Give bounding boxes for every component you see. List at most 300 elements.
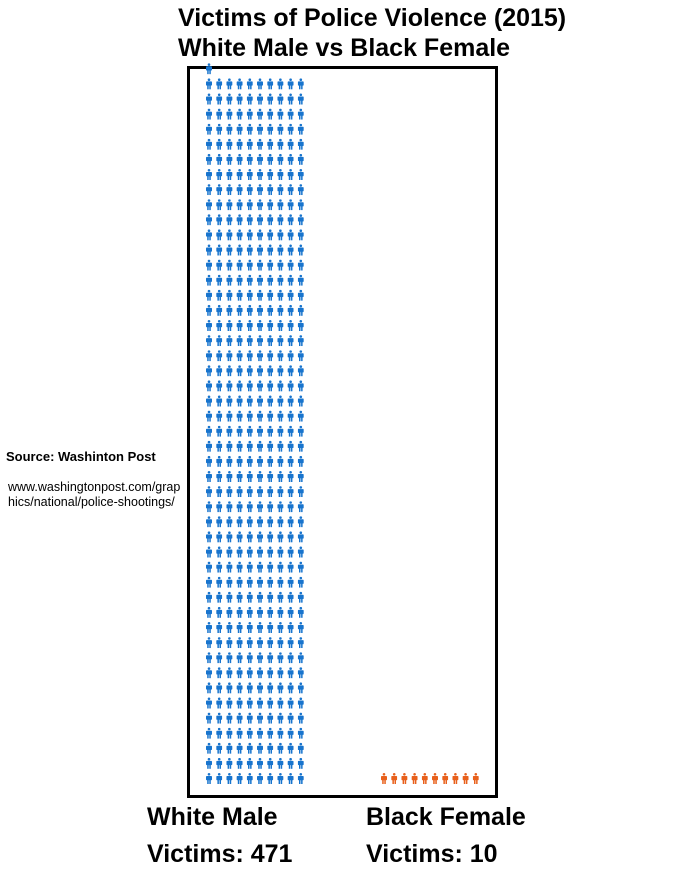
person-icon [257, 547, 263, 558]
person-icon [206, 245, 212, 256]
person-icon [257, 350, 263, 361]
person-icon [288, 531, 294, 542]
person-icon [247, 713, 253, 724]
person-icon [267, 652, 273, 663]
person-icon [463, 773, 469, 784]
person-icon [288, 637, 294, 648]
person-icon [206, 229, 212, 240]
person-icon [226, 652, 232, 663]
person-icon [226, 682, 232, 693]
person-icon [226, 667, 232, 678]
person-icon [226, 547, 232, 558]
person-icon [288, 139, 294, 150]
person-icon [267, 124, 273, 135]
person-icon [206, 124, 212, 135]
person-icon [298, 758, 304, 769]
person-icon [267, 199, 273, 210]
person-icon [216, 275, 222, 286]
person-icon [206, 637, 212, 648]
person-icon [298, 245, 304, 256]
person-icon [267, 350, 273, 361]
person-icon [288, 411, 294, 422]
person-icon [237, 124, 243, 135]
person-icon [237, 456, 243, 467]
person-icon [298, 698, 304, 709]
person-icon [237, 577, 243, 588]
person-icon [288, 456, 294, 467]
person-icon [267, 682, 273, 693]
person-icon [206, 743, 212, 754]
person-icon [277, 335, 283, 346]
person-icon [216, 229, 222, 240]
person-icon [298, 320, 304, 331]
person-icon [288, 441, 294, 452]
person-icon [267, 622, 273, 633]
person-icon [206, 63, 212, 74]
person-icon [267, 109, 273, 120]
person-icon [257, 728, 263, 739]
person-icon [206, 682, 212, 693]
person-icon [267, 335, 273, 346]
pictogram-chart [190, 69, 495, 795]
person-icon [267, 516, 273, 527]
icon-group-white-male [206, 63, 304, 784]
person-icon [226, 320, 232, 331]
person-icon [277, 380, 283, 391]
person-icon [247, 728, 253, 739]
person-icon [267, 396, 273, 407]
person-icon [216, 199, 222, 210]
person-icon [267, 380, 273, 391]
person-icon [216, 471, 222, 482]
person-icon [247, 698, 253, 709]
person-icon [216, 290, 222, 301]
person-icon [226, 637, 232, 648]
person-icon [298, 547, 304, 558]
person-icon [288, 320, 294, 331]
person-icon [257, 743, 263, 754]
person-icon [206, 184, 212, 195]
person-icon [226, 396, 232, 407]
person-icon [226, 411, 232, 422]
person-icon [288, 214, 294, 225]
person-icon [216, 380, 222, 391]
person-icon [226, 728, 232, 739]
person-icon [277, 547, 283, 558]
person-icon [267, 245, 273, 256]
person-icon [216, 245, 222, 256]
person-icon [298, 728, 304, 739]
person-icon [257, 562, 263, 573]
person-icon [298, 275, 304, 286]
person-icon [247, 320, 253, 331]
person-icon [247, 245, 253, 256]
person-icon [277, 350, 283, 361]
person-icon [216, 682, 222, 693]
person-icon [226, 486, 232, 497]
person-icon [226, 154, 232, 165]
person-icon [206, 154, 212, 165]
person-icon [267, 229, 273, 240]
person-icon [237, 547, 243, 558]
person-icon [298, 139, 304, 150]
person-icon [288, 124, 294, 135]
person-icon [216, 260, 222, 271]
person-icon [277, 426, 283, 437]
person-icon [247, 667, 253, 678]
person-icon [277, 396, 283, 407]
person-icon [237, 441, 243, 452]
person-icon [237, 396, 243, 407]
person-icon [247, 229, 253, 240]
person-icon [247, 290, 253, 301]
person-icon [257, 245, 263, 256]
person-icon [257, 411, 263, 422]
person-icon [237, 154, 243, 165]
person-icon [267, 547, 273, 558]
person-icon [247, 124, 253, 135]
person-icon [237, 743, 243, 754]
person-icon [226, 169, 232, 180]
person-icon [277, 365, 283, 376]
person-icon [298, 365, 304, 376]
source-url: www.washingtonpost.com/graphics/national/police-shootings/ [8, 480, 181, 509]
person-icon [267, 169, 273, 180]
person-icon [257, 275, 263, 286]
person-icon [247, 169, 253, 180]
person-icon [247, 426, 253, 437]
person-icon [298, 743, 304, 754]
person-icon [206, 607, 212, 618]
person-icon [247, 350, 253, 361]
person-icon [206, 592, 212, 603]
person-icon [206, 577, 212, 588]
person-icon [216, 713, 222, 724]
person-icon [247, 773, 253, 784]
person-icon [206, 411, 212, 422]
person-icon [267, 773, 273, 784]
person-icon [216, 562, 222, 573]
person-icon [277, 78, 283, 89]
person-icon [267, 471, 273, 482]
person-icon [288, 758, 294, 769]
person-icon [206, 501, 212, 512]
person-icon [247, 531, 253, 542]
person-icon [257, 698, 263, 709]
person-icon [277, 229, 283, 240]
person-icon [288, 682, 294, 693]
person-icon [298, 335, 304, 346]
person-icon [401, 773, 407, 784]
person-icon [288, 773, 294, 784]
person-icon [247, 501, 253, 512]
person-icon [206, 305, 212, 316]
person-icon [247, 471, 253, 482]
person-icon [267, 78, 273, 89]
person-icon [216, 154, 222, 165]
person-icon [277, 592, 283, 603]
person-icon [226, 380, 232, 391]
person-icon [277, 516, 283, 527]
person-icon [257, 169, 263, 180]
person-icon [216, 501, 222, 512]
person-icon [216, 607, 222, 618]
person-icon [298, 260, 304, 271]
person-icon [257, 290, 263, 301]
person-icon [288, 396, 294, 407]
person-icon [206, 622, 212, 633]
person-icon [216, 320, 222, 331]
person-icon [247, 577, 253, 588]
person-icon [247, 94, 253, 105]
person-icon [277, 486, 283, 497]
person-icon [226, 471, 232, 482]
person-icon [277, 109, 283, 120]
person-icon [226, 109, 232, 120]
person-icon [206, 380, 212, 391]
person-icon [267, 577, 273, 588]
person-icon [298, 199, 304, 210]
person-icon [247, 154, 253, 165]
person-icon [226, 229, 232, 240]
person-icon [237, 290, 243, 301]
person-icon [277, 471, 283, 482]
person-icon [237, 471, 243, 482]
person-icon [257, 78, 263, 89]
person-icon [226, 350, 232, 361]
person-icon [216, 214, 222, 225]
person-icon [257, 380, 263, 391]
person-icon [257, 214, 263, 225]
person-icon [226, 124, 232, 135]
person-icon [237, 365, 243, 376]
person-icon [216, 109, 222, 120]
person-icon [267, 305, 273, 316]
person-icon [237, 667, 243, 678]
person-icon [206, 456, 212, 467]
person-icon [237, 305, 243, 316]
person-icon [288, 698, 294, 709]
person-icon [237, 214, 243, 225]
person-icon [298, 682, 304, 693]
person-icon [206, 728, 212, 739]
person-icon [277, 411, 283, 422]
person-icon [267, 441, 273, 452]
person-icon [267, 531, 273, 542]
white-male-label: White Male [147, 803, 278, 831]
person-icon [257, 531, 263, 542]
person-icon [216, 486, 222, 497]
person-icon [277, 698, 283, 709]
person-icon [442, 773, 448, 784]
person-icon [216, 516, 222, 527]
person-icon [237, 531, 243, 542]
person-icon [298, 380, 304, 391]
person-icon [298, 305, 304, 316]
person-icon [237, 78, 243, 89]
person-icon [237, 607, 243, 618]
person-icon [288, 501, 294, 512]
person-icon [298, 184, 304, 195]
person-icon [267, 562, 273, 573]
person-icon [267, 501, 273, 512]
person-icon [237, 139, 243, 150]
person-icon [277, 501, 283, 512]
person-icon [257, 365, 263, 376]
chart-subtitle: White Male vs Black Female [178, 34, 511, 62]
person-icon [257, 320, 263, 331]
person-icon [226, 290, 232, 301]
person-icon [257, 139, 263, 150]
person-icon [206, 652, 212, 663]
person-icon [277, 441, 283, 452]
person-icon [216, 698, 222, 709]
person-icon [237, 411, 243, 422]
person-icon [288, 547, 294, 558]
person-icon [237, 184, 243, 195]
person-icon [277, 456, 283, 467]
person-icon [298, 562, 304, 573]
person-icon [288, 713, 294, 724]
person-icon [216, 350, 222, 361]
person-icon [257, 260, 263, 271]
person-icon [216, 547, 222, 558]
white-male-victims-count: Victims: 471 [147, 840, 293, 868]
person-icon [237, 229, 243, 240]
person-icon [277, 637, 283, 648]
person-icon [247, 365, 253, 376]
person-icon [288, 577, 294, 588]
person-icon [298, 501, 304, 512]
person-icon [257, 682, 263, 693]
person-icon [226, 245, 232, 256]
person-icon [288, 622, 294, 633]
chart-frame [187, 66, 498, 798]
person-icon [226, 139, 232, 150]
person-icon [277, 124, 283, 135]
person-icon [247, 396, 253, 407]
person-icon [257, 773, 263, 784]
person-icon [216, 592, 222, 603]
person-icon [277, 622, 283, 633]
person-icon [257, 199, 263, 210]
person-icon [206, 773, 212, 784]
person-icon [257, 501, 263, 512]
person-icon [267, 667, 273, 678]
person-icon [298, 290, 304, 301]
person-icon [298, 109, 304, 120]
person-icon [237, 773, 243, 784]
person-icon [257, 637, 263, 648]
person-icon [257, 229, 263, 240]
person-icon [381, 773, 387, 784]
person-icon [206, 169, 212, 180]
person-icon [237, 728, 243, 739]
person-icon [288, 229, 294, 240]
person-icon [288, 154, 294, 165]
person-icon [257, 486, 263, 497]
person-icon [247, 275, 253, 286]
person-icon [216, 94, 222, 105]
person-icon [277, 94, 283, 105]
person-icon [288, 78, 294, 89]
person-icon [277, 320, 283, 331]
person-icon [257, 335, 263, 346]
person-icon [257, 456, 263, 467]
person-icon [288, 275, 294, 286]
person-icon [298, 531, 304, 542]
person-icon [267, 411, 273, 422]
person-icon [226, 335, 232, 346]
person-icon [216, 169, 222, 180]
person-icon [237, 486, 243, 497]
person-icon [226, 184, 232, 195]
person-icon [216, 773, 222, 784]
person-icon [216, 139, 222, 150]
person-icon [206, 562, 212, 573]
black-female-victims-count: Victims: 10 [366, 840, 498, 868]
person-icon [216, 441, 222, 452]
person-icon [226, 592, 232, 603]
person-icon [216, 78, 222, 89]
person-icon [206, 290, 212, 301]
person-icon [257, 758, 263, 769]
person-icon [267, 456, 273, 467]
person-icon [288, 607, 294, 618]
person-icon [226, 758, 232, 769]
person-icon [247, 652, 253, 663]
person-icon [298, 124, 304, 135]
person-icon [216, 124, 222, 135]
person-icon [206, 199, 212, 210]
person-icon [277, 245, 283, 256]
person-icon [288, 335, 294, 346]
person-icon [267, 607, 273, 618]
person-icon [206, 758, 212, 769]
person-icon [247, 486, 253, 497]
person-icon [226, 562, 232, 573]
person-icon [206, 335, 212, 346]
person-icon [247, 184, 253, 195]
person-icon [247, 456, 253, 467]
person-icon [391, 773, 397, 784]
person-icon [267, 290, 273, 301]
person-icon [298, 667, 304, 678]
person-icon [206, 698, 212, 709]
person-icon [267, 365, 273, 376]
person-icon [206, 78, 212, 89]
person-icon [226, 773, 232, 784]
person-icon [277, 305, 283, 316]
person-icon [237, 320, 243, 331]
chart-title: Victims of Police Violence (2015) [178, 4, 567, 32]
person-icon [206, 713, 212, 724]
person-icon [216, 365, 222, 376]
person-icon [277, 199, 283, 210]
source-title: Source: Washinton Post [6, 449, 156, 464]
person-icon [257, 94, 263, 105]
person-icon [226, 698, 232, 709]
person-icon [267, 728, 273, 739]
person-icon [206, 214, 212, 225]
person-icon [216, 728, 222, 739]
person-icon [288, 365, 294, 376]
person-icon [226, 531, 232, 542]
person-icon [237, 94, 243, 105]
person-icon [298, 441, 304, 452]
person-icon [288, 305, 294, 316]
person-icon [216, 743, 222, 754]
